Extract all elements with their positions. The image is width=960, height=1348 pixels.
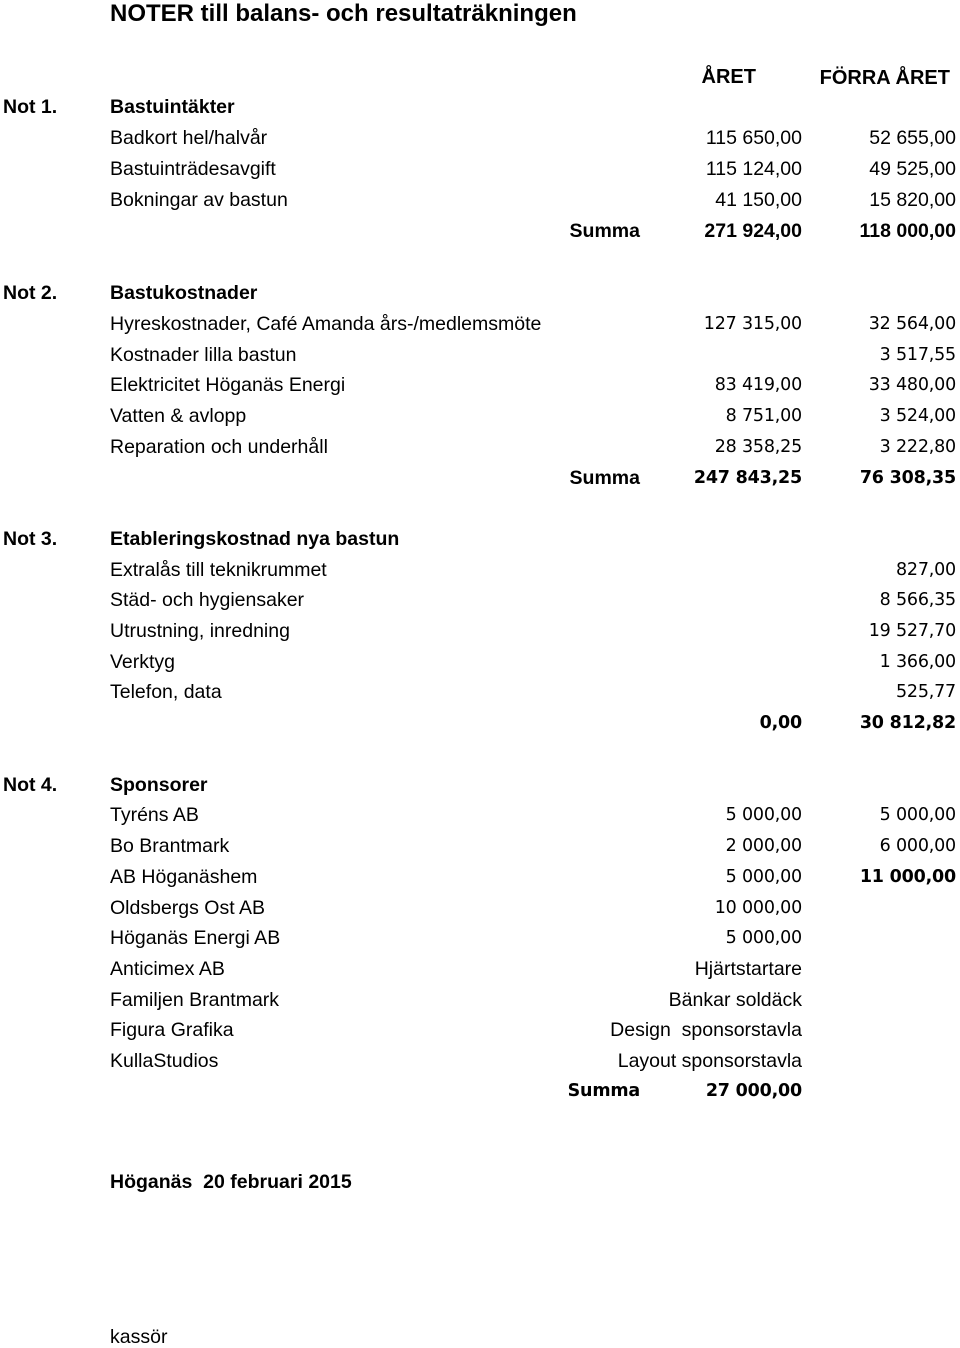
- note-2-summary-label: Summa: [569, 467, 640, 489]
- note-2-row-1-prev: 32 564,00: [868, 314, 956, 334]
- note-3-summary-year: 0,00: [759, 713, 802, 733]
- note-2-row-2-prev: 3 517,55: [879, 345, 956, 365]
- note-3-label: Not 3.: [3, 528, 58, 550]
- note-3-row-2-prev: 8 566,35: [879, 590, 956, 610]
- note-1-row-2-year: 115 124,00: [705, 158, 802, 180]
- note-3-row-2-text: Städ- och hygiensaker: [110, 589, 305, 611]
- note-2-row-1-year: 127 315,00: [703, 314, 802, 334]
- note-4-row-9-text: KullaStudios: [110, 1050, 219, 1072]
- note-1-summary-label: Summa: [569, 220, 640, 242]
- note-2-row-4-text: Vatten & avlopp: [110, 405, 247, 427]
- note-2-row-3-year: 83 419,00: [714, 375, 802, 395]
- note-3-heading: Etableringskostnad nya bastun: [110, 528, 400, 550]
- note-2-heading: Bastukostnader: [110, 282, 258, 304]
- note-4-heading: Sponsorer: [110, 774, 208, 796]
- note-4-row-3-prev: 11 000,00: [859, 867, 956, 887]
- note-1-row-3-year: 41 150,00: [715, 189, 802, 211]
- note-1-row-1-year: 115 650,00: [705, 127, 802, 149]
- note-4-row-8-text: Figura Grafika: [110, 1019, 234, 1041]
- note-2-row-5-year: 28 358,25: [714, 437, 802, 457]
- note-4-row-9-year: Layout sponsorstavla: [617, 1050, 802, 1072]
- note-3-row-4-prev: 1 366,00: [879, 652, 956, 672]
- note-4-row-8-year: Design sponsorstavla: [610, 1019, 802, 1041]
- note-3-row-1-text: Extralås till teknikrummet: [110, 559, 327, 581]
- note-2-row-4-year: 8 751,00: [725, 406, 802, 426]
- note-2-summary-year: 247 843,25: [693, 468, 802, 488]
- note-3-row-1-prev: 827,00: [895, 560, 956, 580]
- note-1-row-2-text: Bastuinträdesavgift: [110, 158, 276, 180]
- note-4-label: Not 4.: [3, 774, 58, 796]
- note-2-row-1-text: Hyreskostnader, Café Amanda års-/medlemsmöte: [110, 313, 542, 335]
- note-3-summary-prev: 30 812,82: [859, 713, 956, 733]
- column-header-previous-year: FÖRRA ÅRET: [819, 67, 950, 89]
- note-2-row-2-text: Kostnader lilla bastun: [110, 344, 297, 366]
- note-1-row-3-text: Bokningar av bastun: [110, 189, 288, 211]
- note-1-row-3-prev: 15 820,00: [869, 189, 956, 211]
- note-4-row-5-text: Höganäs Energi AB: [110, 927, 281, 949]
- note-4-row-4-text: Oldsbergs Ost AB: [110, 897, 265, 919]
- note-2-row-3-prev: 33 480,00: [868, 375, 956, 395]
- note-4-row-2-text: Bo Brantmark: [110, 835, 230, 857]
- note-2-row-3-text: Elektricitet Höganäs Energi: [110, 374, 346, 396]
- note-1-summary-year: 271 924,00: [704, 220, 802, 242]
- note-1-summary-prev: 118 000,00: [859, 220, 956, 242]
- signature-role: kassör: [110, 1326, 168, 1348]
- note-3-row-3-prev: 19 527,70: [868, 621, 956, 641]
- note-3-row-3-text: Utrustning, inredning: [110, 620, 290, 642]
- note-4-row-1-year: 5 000,00: [725, 805, 802, 825]
- note-1-row-1-prev: 52 655,00: [869, 127, 956, 149]
- note-1-row-2-prev: 49 525,00: [869, 158, 956, 180]
- note-3-row-4-text: Verktyg: [110, 651, 176, 673]
- note-1-row-1-text: Badkort hel/halvår: [110, 127, 268, 149]
- note-4-summary-year: 27 000,00: [705, 1081, 802, 1101]
- note-2-row-5-prev: 3 222,80: [879, 437, 956, 457]
- note-4-row-4-year: 10 000,00: [714, 898, 802, 918]
- note-1-label: Not 1.: [3, 96, 58, 118]
- note-4-row-1-text: Tyréns AB: [110, 804, 199, 826]
- note-4-row-1-prev: 5 000,00: [879, 805, 956, 825]
- note-2-row-4-prev: 3 524,00: [879, 406, 956, 426]
- note-4-row-3-text: AB Höganäshem: [110, 866, 258, 888]
- column-header-year: ÅRET: [701, 66, 756, 88]
- note-2-row-5-text: Reparation och underhåll: [110, 436, 328, 458]
- note-4-row-6-year: Hjärtstartare: [694, 958, 802, 980]
- note-2-label: Not 2.: [3, 282, 58, 304]
- note-4-row-2-prev: 6 000,00: [879, 836, 956, 856]
- note-4-row-2-year: 2 000,00: [725, 836, 802, 856]
- note-4-row-3-year: 5 000,00: [725, 867, 802, 887]
- note-4-summary-label: Summa: [567, 1081, 640, 1101]
- note-4-row-5-year: 5 000,00: [725, 928, 802, 948]
- note-3-row-5-prev: 525,77: [895, 682, 956, 702]
- note-4-row-6-text: Anticimex AB: [110, 958, 225, 980]
- page-title: NOTER till balans- och resultaträkningen: [110, 0, 577, 27]
- note-1-heading: Bastuintäkter: [110, 96, 235, 118]
- note-3-row-5-text: Telefon, data: [110, 681, 222, 703]
- note-4-row-7-year: Bänkar soldäck: [668, 989, 802, 1011]
- note-4-row-7-text: Familjen Brantmark: [110, 989, 280, 1011]
- place-and-date: Höganäs 20 februari 2015: [110, 1171, 352, 1193]
- note-2-summary-prev: 76 308,35: [859, 468, 956, 488]
